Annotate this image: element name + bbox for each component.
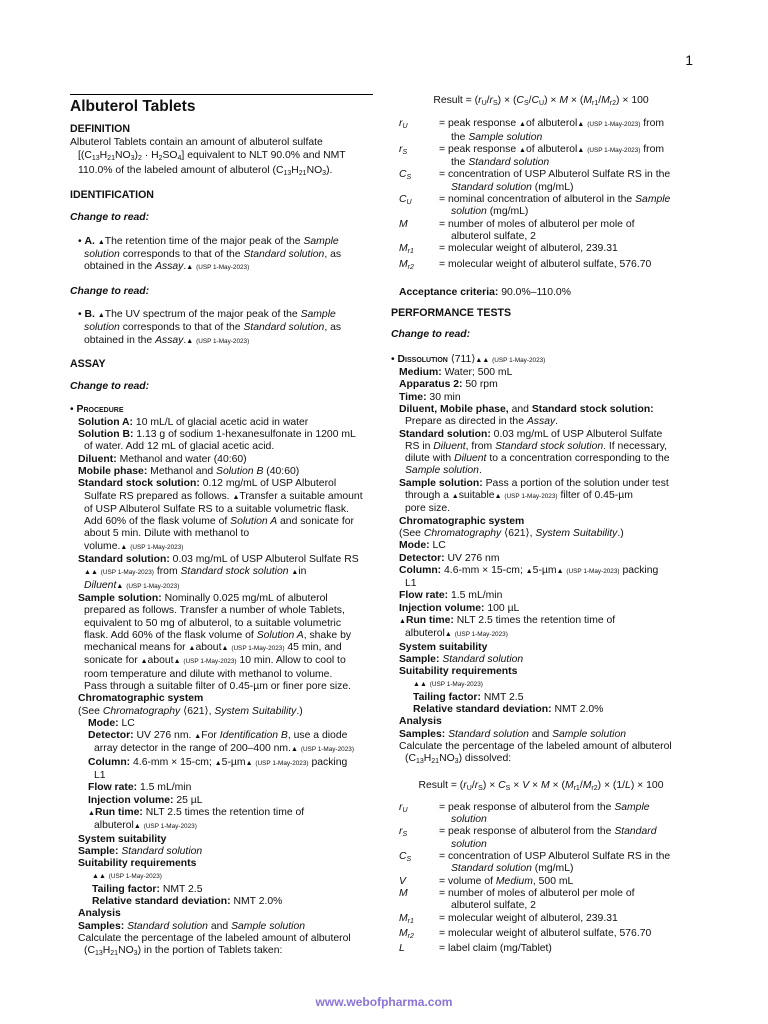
right-column [391, 92, 691, 955]
variable-row: L = label claim (mg/Tablet) [399, 943, 552, 955]
variable-row: M = number of moles of albuterol per mole of albuterol sulfate, 2 [399, 218, 635, 242]
monograph-title: Albuterol Tablets [70, 98, 196, 115]
change-to-read-label: Change to read: [70, 212, 150, 224]
variable-row: $r_U$ = peak response of albuterol from the Sample solution [399, 801, 650, 826]
variable-row: V = volume of Medium, 500 mL [399, 875, 574, 887]
page-number: 1 [685, 52, 693, 68]
footer-link[interactable]: www.webofpharma.com [315, 995, 453, 1009]
variable-row: $r_U$ = peak response ▲of albuterol▲ (USP 1-May-2023) from the Sample solution [399, 118, 665, 143]
variable-row: $r_S$ = peak response of albuterol from the Standard solution [399, 826, 657, 850]
performance-tests-heading: PERFORMANCE TESTS [391, 307, 512, 320]
variable-row: $C_U$ = nominal concentration of albuterol in the Sample solution (mg/mL) [399, 194, 671, 218]
identification-b: • B. ▲The UV spectrum of the major peak of the Sample solution corresponds to that of the Standard solution, as obtained in the Assay.▲ (USP 1-May-2023) [78, 308, 342, 346]
variable-row: $M_{r1}$ = molecular weight of albuterol, 239.31 [399, 912, 618, 925]
assay-procedure: • Procedure Solution A: 10 mL/L of glacial acetic acid in water Solution B: 1.13 g of sodium 1-hexanesulfonate in 1200 mL of water. Add 12 mL of glacial acetic acid. Diluent: Methanol and water (40:60) Mobile phase: Methanol and Solution B (40:60) Standard stock solution: 0.12 mg/mL of USP Albuterol Sulfate RS prepared as follows. ▲Transfer a suitable amount of USP Albuterol Sulfate RS to a suitable volumetric flask. Add 60% of the flask volume of Solution A and sonicate for about 5 min. Dilute with methanol to volume.▲ (USP 1-May-2023) Standard solution: 0.03 mg/mL of USP Albuterol Sulfate RS ▲▲ (USP 1-May-2023) from Standard stock solution ▲in Diluent▲ (USP 1-May-2023) Sample solution: Nominally 0.025 mg/mL of albuterol prepared as follows. Transfer a number of whole Tablets, equivalent to 50 mg of albuterol, to a suitable volumetric flask. Add 60% of the flask volume of Solution A, shake by mechanical means for ▲about▲ (USP 1-May-2023) 45 min, and sonicate for ▲about▲ (USP 1-May-2023) 10 min. Allow to cool to room temperature and dilute with methanol to volume. Pass through a suitable filter of 0.45-µm or finer pore size. Chromatographic system (See Chromatography ⟨621⟩, System Suitability.) Mode: LC Detector: UV 276 nm. ▲For Identification B, use a diode array detector in the range of 200–400 nm.▲ (USP 1-May-2023) Column: 4.6-mm × 15-cm; ▲5-µm▲ (USP 1-May-2023) packing L1 Flow rate: 1.5 mL/min Injection volume: 25 µL ▲Run time: NLT 2.5 times the retention time of albuterol▲ (USP 1-May-2023) System suitability Sample: Standard solution Suitability requirements ▲▲ (USP 1-May-2023) Tailing factor: NMT 2.5 Relative standard deviation: NMT 2.0% Analysis Samples: Standard solution and Sample solution Calculate the percentage of the labeled amount of albuterol $(C_{13}H_{21}NO_3)$ in the portion of Tablets taken: [70, 404, 363, 958]
assay-variables [399, 118, 670, 274]
acceptance-criteria: Acceptance criteria: 90.0%–110.0% [399, 286, 571, 298]
variable-row: $C_S$ = concentration of USP Albuterol Sulfate RS in the Standard solution (mg/mL) [399, 851, 671, 875]
change-to-read-label: Change to read: [70, 285, 150, 297]
definition-heading: DEFINITION [70, 123, 131, 135]
variable-row: $M_{r2}$ = molecular weight of albuterol sulfate, 576.70 [399, 258, 652, 271]
assay-heading: ASSAY [70, 357, 106, 370]
variable-row: $C_S$ = concentration of USP Albuterol Sulfate RS in the Standard solution (mg/mL) [399, 169, 671, 193]
variable-row: $M_{r1}$ = molecular weight of albuterol, 239.31 [399, 243, 618, 256]
change-to-read-label: Change to read: [70, 381, 150, 393]
title-rule [70, 94, 373, 95]
variable-row: $r_S$ = peak response ▲of albuterol▲ (USP 1-May-2023) from the Standard solution [399, 143, 665, 169]
identification-heading: IDENTIFICATION [70, 189, 154, 202]
variable-row: M = number of moles of albuterol per mole of albuterol sulfate, 2 [399, 887, 635, 912]
change-to-read-label: Change to read: [391, 329, 471, 341]
assay-result-formula: Result = $(r_U/r_S) \times (C_S/C_U) \times M \times (M_{r1}/M_{r2}) \times 100$ [433, 95, 649, 107]
identification-a: • A. ▲The retention time of the major peak of the Sample solution corresponds to that of the Standard solution, as obtained in the Assay.▲ (USP 1-May-2023) [78, 235, 342, 273]
dissolution-variables [399, 802, 670, 956]
dissolution-result-formula: Result = $(r_U/r_S) \times C_S \times V \times M \times (M_{r1}/M_{r2}) \times (1/L) \times 100$ [418, 779, 664, 792]
definition-text: Albuterol Tablets contain an amount of albuterol sulfate $[(C_{13}H_{21}NO_3)_2 \cdot H_2SO_4]$ equivalent to NLT 90.0% and NMT 110.0% of the labeled amount of albuterol $(C_{13}H_{21}NO_3)$. [70, 137, 346, 177]
dissolution-section: • Dissolution ⟨711⟩▲▲ (USP 1-May-2023) Medium: Water; 500 mL Apparatus 2: 50 rpm Time: 30 min Diluent, Mobile phase, and Standard stock solution: Prepare as directed in the Assay. Standard solution: 0.03 mg/mL of USP Albuterol Sulfate RS in Diluent, from Standard stock solution. If necessary, dilute with Diluent to a concentration corresponding to the Sample solution. Sample solution: Pass a portion of the solution under test through a ▲suitable▲ (USP 1-May-2023) filter of 0.45-µm pore size. Chromatographic system (See Chromatography ⟨621⟩, System Suitability.) Mode: LC Detector: UV 276 nm Column: 4.6-mm × 15-cm; ▲5-µm▲ (USP 1-May-2023) packing L1 Flow rate: 1.5 mL/min Injection volume: 100 µL ▲Run time: NLT 2.5 times the retention time of albuterol▲ (USP 1-May-2023) System suitability Sample: Standard solution Suitability requirements ▲▲ (USP 1-May-2023) Tailing factor: NMT 2.5 Relative standard deviation: NMT 2.0% Analysis Samples: Standard solution and Sample solution Calculate the percentage of the labeled amount of albuterol $(C_{13}H_{21}NO_3)$ dissolved: [391, 353, 672, 766]
left-column [70, 94, 375, 961]
variable-row: $M_{r2}$ = molecular weight of albuterol sulfate, 576.70 [399, 927, 652, 940]
